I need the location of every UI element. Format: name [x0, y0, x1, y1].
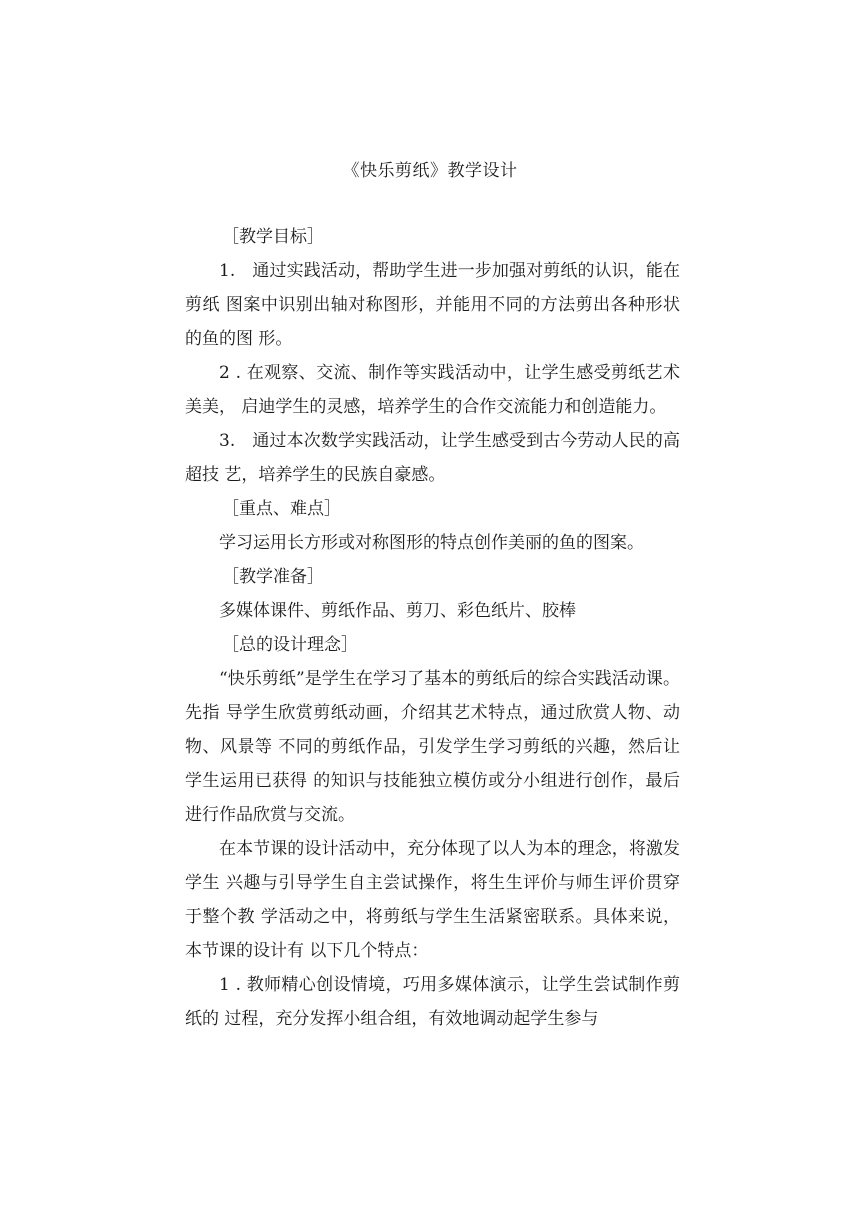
objective-2: 2 . 在观察、交流、制作等实践活动中，让学生感受剪纸艺术美美， 启迪学生的灵感，培养学生的合作交流能力和创造能力。	[185, 363, 680, 417]
document-title: 《快乐剪纸》教学设计	[342, 161, 518, 181]
feature-1: 1 . 教师精心创设情境，巧用多媒体演示，让学生尝试制作剪纸的 过程，充分发挥小组合组，有效地调动起学生参与	[185, 975, 680, 1029]
concept-paragraph-1: “快乐剪纸”是学生在学习了基本的剪纸后的综合实践活动课。先指 导学生欣赏剪纸动画，介绍其艺术特点，通过欣赏人物、动物、风景等 不同的剪纸作品，引发学生学习剪纸的兴趣，然后让学生运用已获得 的知识与技能独立模仿或分小组进行创作，最后进行作品欣赏与交流。	[185, 669, 680, 825]
objective-1: 1. 通过实践活动，帮助学生进一步加强对剪纸的认识，能在剪纸 图案中识别出轴对称图形，并能用不同的方法剪出各种形状的鱼的图 形。	[185, 261, 680, 349]
concept-heading: ［总的设计理念］	[222, 635, 358, 655]
concept-paragraph-2: 在本节课的设计活动中，充分体现了以人为本的理念，将激发学生 兴趣与引导学生自主尝试操作，将生生评价与师生评价贯穿于整个教 学活动之中，将剪纸与学生生活紧密联系。具体来说，本节课的设计有 以下几个特点：	[185, 839, 680, 961]
preparation-text: 多媒体课件、剪纸作品、剪刀、彩色纸片、胶棒	[219, 601, 576, 621]
key-points-heading: ［重点、难点］	[222, 499, 341, 519]
preparation-heading: ［教学准备］	[222, 567, 324, 587]
objective-3: 3. 通过本次数学实践活动，让学生感受到古今劳动人民的高超技 艺，培养学生的民族自豪感。	[185, 431, 680, 485]
key-points-text: 学习运用长方形或对称图形的特点创作美丽的鱼的图案。	[219, 533, 644, 553]
document-body	[185, 220, 680, 1036]
objectives-heading: ［教学目标］	[222, 227, 324, 247]
